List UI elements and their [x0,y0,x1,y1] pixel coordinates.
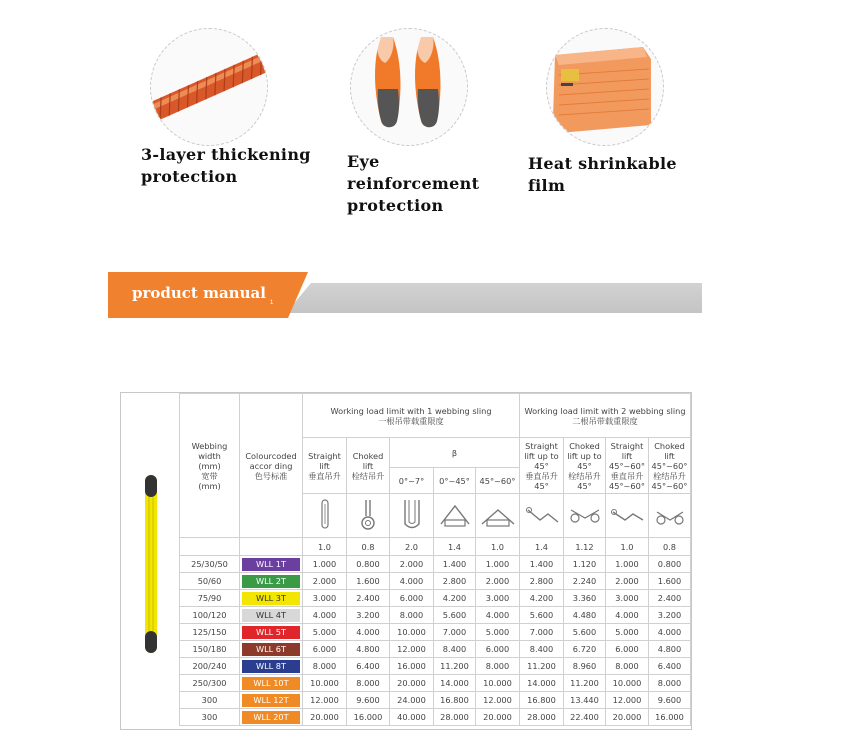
load-value-cell: 22.400 [564,709,606,726]
load-value-cell: 16.000 [347,709,390,726]
feature-image-film [546,28,664,146]
wll-swatch: WLL 10T [242,677,300,690]
load-value-cell: 20.000 [476,709,520,726]
load-value-cell: 6.000 [390,590,434,607]
load-value-cell: 10.000 [476,675,520,692]
colour-code-cell [240,607,303,624]
colour-code-cell [240,692,303,709]
wll-swatch: WLL 1T [242,558,300,571]
width-cell: 150/180 [180,641,240,658]
spec-table-panel [120,392,692,730]
table-row [180,573,691,590]
feature-label-thickening: 3-layer thickening protection [141,145,311,186]
load-value-cell: 3.200 [347,607,390,624]
diagram-two-choked-60 [649,494,691,538]
load-value-cell: 1.600 [649,573,691,590]
header-straight-lift: Straight lift 垂直吊升 [303,438,347,494]
two-choked-60-icon [652,498,688,532]
colour-code-cell [240,624,303,641]
load-value-cell: 6.400 [649,658,691,675]
load-value-cell: 24.000 [390,692,434,709]
load-value-cell: 2.800 [434,573,476,590]
factor-row [180,538,691,556]
factor-cell: 2.0 [390,538,434,556]
load-value-cell: 2.800 [520,573,564,590]
webbing-sling-icon [141,475,161,653]
colour-code-cell [240,573,303,590]
wll-swatch: WLL 8T [242,660,300,673]
load-limit-table [179,393,691,726]
load-value-cell: 11.200 [520,658,564,675]
feature-label-eye: Eye reinforcement protection [347,152,480,215]
load-value-cell: 16.800 [520,692,564,709]
load-value-cell: 10.000 [606,675,649,692]
width-cell: 75/90 [180,590,240,607]
wll-swatch: WLL 12T [242,694,300,707]
load-value-cell: 20.000 [606,709,649,726]
width-cell: 250/300 [180,675,240,692]
header-webbing-width: Webbing width (mm) 宽带 (mm) [180,394,240,538]
header-colourcoded: Colourcoded accor ding 色号标准 [240,394,303,538]
load-value-cell: 8.960 [564,658,606,675]
header-choked-lift: Choked lift 栓结吊升 [347,438,390,494]
header-one-sling: Working load limit with 1 webbing sling 一根吊带载重限度 [303,394,520,438]
load-value-cell: 1.000 [606,556,649,573]
load-value-cell: 2.000 [390,556,434,573]
load-value-cell: 5.600 [564,624,606,641]
table-row [180,675,691,692]
factor-cell: 0.8 [347,538,390,556]
load-value-cell: 7.000 [434,624,476,641]
feature-label-film: Heat shrinkable film [528,154,677,195]
width-cell: 25/30/50 [180,556,240,573]
load-value-cell: 1.000 [476,556,520,573]
factor-cell: 1.4 [434,538,476,556]
width-cell: 50/60 [180,573,240,590]
load-value-cell: 5.000 [606,624,649,641]
wll-swatch: WLL 3T [242,592,300,605]
header-angle-45-60: 45°~60° [476,468,520,494]
header-angle-0-45: 0°~45° [434,468,476,494]
load-value-cell: 14.000 [520,675,564,692]
load-value-cell: 12.000 [390,641,434,658]
load-value-cell: 12.000 [606,692,649,709]
diagram-two-straight-45 [520,494,564,538]
load-value-cell: 8.000 [390,607,434,624]
load-value-cell: 0.800 [347,556,390,573]
load-value-cell: 5.000 [476,624,520,641]
rope-icon [151,29,267,145]
table-row [180,556,691,573]
load-value-cell: 6.400 [347,658,390,675]
wll-swatch: WLL 5T [242,626,300,639]
factor-cell: 1.0 [303,538,347,556]
load-value-cell: 1.600 [347,573,390,590]
header-two-choked-45: Choked lift up to 45° 栓结吊升 45° [564,438,606,494]
header-two-sling: Working load limit with 2 webbing sling 二根吊带载重限度 [520,394,691,438]
width-cell: 200/240 [180,658,240,675]
load-value-cell: 8.400 [520,641,564,658]
basket-vertical-icon [400,498,424,532]
load-value-cell: 16.000 [390,658,434,675]
load-value-cell: 3.000 [303,590,347,607]
width-cell: 100/120 [180,607,240,624]
load-value-cell: 6.000 [303,641,347,658]
factor-cell: 1.12 [564,538,606,556]
table-row [180,624,691,641]
load-value-cell: 11.200 [564,675,606,692]
banner-mark: 1 [270,300,274,306]
factor-cell: 1.0 [476,538,520,556]
load-value-cell: 20.000 [390,675,434,692]
table-row [180,709,691,726]
load-value-cell: 6.720 [564,641,606,658]
table-row [180,590,691,607]
load-value-cell: 8.000 [476,658,520,675]
load-value-cell: 14.000 [434,675,476,692]
film-package-icon [547,29,663,145]
load-value-cell: 4.000 [303,607,347,624]
load-limit-rows [180,556,691,726]
load-value-cell: 12.000 [476,692,520,709]
wll-swatch: WLL 20T [242,711,300,724]
header-beta: β [390,438,520,468]
load-value-cell: 2.000 [606,573,649,590]
load-value-cell: 5.600 [520,607,564,624]
load-value-cell: 5.600 [434,607,476,624]
table-row [180,641,691,658]
load-value-cell: 4.000 [606,607,649,624]
load-value-cell: 4.200 [520,590,564,607]
load-value-cell: 1.400 [520,556,564,573]
load-value-cell: 8.400 [434,641,476,658]
wll-swatch: WLL 2T [242,575,300,588]
load-value-cell: 4.200 [434,590,476,607]
load-value-cell: 3.000 [476,590,520,607]
load-value-cell: 4.000 [476,607,520,624]
banner-title: product manual [132,284,266,302]
table-row [180,692,691,709]
load-value-cell: 4.800 [649,641,691,658]
load-value-cell: 0.800 [649,556,691,573]
diagram-two-choked-45 [564,494,606,538]
diagram-basket-vertical [390,494,434,538]
load-value-cell: 16.000 [649,709,691,726]
load-value-cell: 4.480 [564,607,606,624]
load-value-cell: 3.200 [649,607,691,624]
load-value-cell: 10.000 [390,624,434,641]
two-straight-60-icon [609,498,645,532]
load-value-cell: 4.800 [347,641,390,658]
load-value-cell: 10.000 [303,675,347,692]
load-value-cell: 4.000 [347,624,390,641]
diagram-basket-45 [434,494,476,538]
basket-45-icon [437,498,473,532]
wll-swatch: WLL 4T [242,609,300,622]
feature-image-rope [150,28,268,146]
colour-code-cell [240,675,303,692]
two-straight-45-icon [524,498,560,532]
load-value-cell: 9.600 [347,692,390,709]
width-cell: 300 [180,692,240,709]
choked-lift-icon [356,498,380,532]
load-value-cell: 4.000 [649,624,691,641]
colour-code-cell [240,556,303,573]
load-value-cell: 28.000 [434,709,476,726]
eye-sling-icon [351,29,467,145]
colour-code-cell [240,590,303,607]
load-value-cell: 8.000 [347,675,390,692]
load-value-cell: 3.360 [564,590,606,607]
diagram-two-straight-60 [606,494,649,538]
colour-code-cell [240,641,303,658]
load-value-cell: 8.000 [303,658,347,675]
banner-gray-bar [286,283,702,313]
header-two-straight-45: Straight lift up to 45° 垂直吊升 45° [520,438,564,494]
load-value-cell: 6.000 [606,641,649,658]
header-two-choked-60: Choked lift 45°~60° 栓结吊升 45°~60° [649,438,691,494]
load-value-cell: 28.000 [520,709,564,726]
load-value-cell: 40.000 [390,709,434,726]
load-value-cell: 8.000 [649,675,691,692]
load-value-cell: 7.000 [520,624,564,641]
load-value-cell: 2.400 [347,590,390,607]
diagram-straight [303,494,347,538]
load-value-cell: 8.000 [606,658,649,675]
header-two-straight-60: Straight lift 45°~60° 垂直吊升 45°~60° [606,438,649,494]
diagram-choked [347,494,390,538]
wll-swatch: WLL 6T [242,643,300,656]
table-row [180,607,691,624]
factor-cell: 1.0 [606,538,649,556]
table-row [180,658,691,675]
load-value-cell: 9.600 [649,692,691,709]
load-value-cell: 1.120 [564,556,606,573]
two-choked-45-icon [567,498,603,532]
load-value-cell: 5.000 [303,624,347,641]
load-value-cell: 20.000 [303,709,347,726]
load-value-cell: 11.200 [434,658,476,675]
load-value-cell: 2.240 [564,573,606,590]
factor-cell: 1.4 [520,538,564,556]
product-manual-banner [108,272,702,318]
width-cell: 300 [180,709,240,726]
diagram-basket-60 [476,494,520,538]
load-value-cell: 13.440 [564,692,606,709]
load-value-cell: 12.000 [303,692,347,709]
straight-lift-icon [315,498,335,532]
load-value-cell: 1.400 [434,556,476,573]
header-angle-0-7: 0°~7° [390,468,434,494]
feature-image-eye [350,28,468,146]
width-cell: 125/150 [180,624,240,641]
factor-cell: 0.8 [649,538,691,556]
load-value-cell: 16.800 [434,692,476,709]
load-value-cell: 2.000 [303,573,347,590]
basket-60-icon [480,498,516,532]
load-value-cell: 6.000 [476,641,520,658]
load-value-cell: 2.400 [649,590,691,607]
colour-code-cell [240,709,303,726]
colour-code-cell [240,658,303,675]
load-value-cell: 3.000 [606,590,649,607]
load-value-cell: 1.000 [303,556,347,573]
load-value-cell: 2.000 [476,573,520,590]
load-value-cell: 4.000 [390,573,434,590]
